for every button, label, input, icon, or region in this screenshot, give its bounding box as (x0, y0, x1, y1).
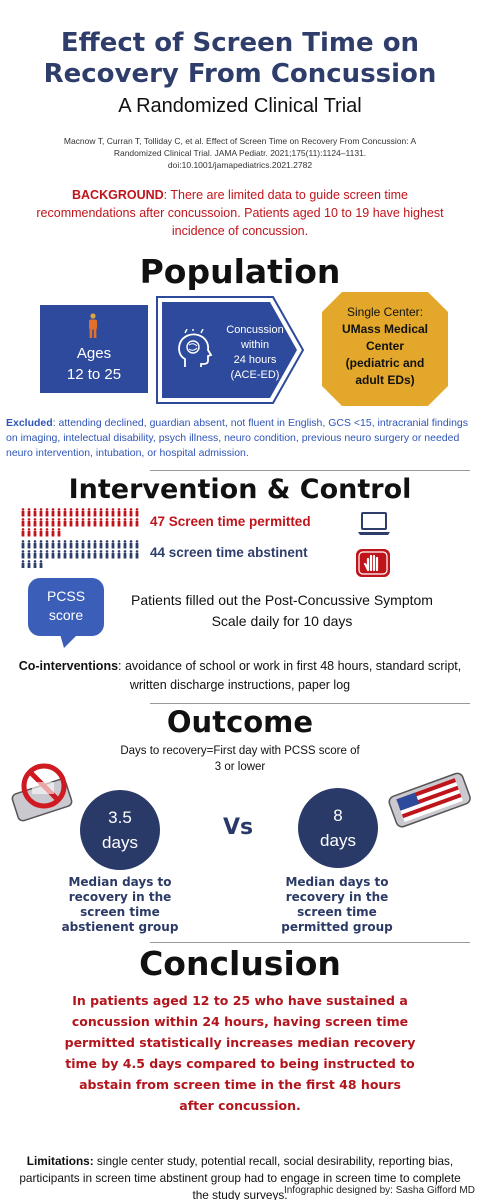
participant-figure (82, 518, 85, 526)
participant-figure (64, 518, 67, 526)
permitted-days-circle (298, 788, 378, 868)
pcss-line-1: PCSS (46, 588, 86, 604)
divider-2 (150, 703, 470, 704)
participant-figure (58, 550, 61, 558)
abstinent-caption: Median days to recovery in the screen time abstienent group (61, 875, 179, 934)
participant-figure (58, 528, 61, 536)
cointerventions-label: Co-interventions (18, 659, 119, 673)
participant-figure (58, 508, 61, 516)
participant-figure (118, 508, 121, 516)
participant-figure (52, 508, 55, 516)
participant-figure (106, 518, 109, 526)
center-colon: : (419, 305, 424, 319)
participant-figure (34, 528, 37, 536)
intervention-heading: Intervention & Control (68, 474, 412, 505)
divider-1 (150, 470, 470, 471)
participant-figure (46, 518, 49, 526)
participant-figure (130, 550, 133, 558)
concussion-text (215, 323, 295, 383)
permitted-unit: days (320, 831, 356, 850)
participant-figure (52, 550, 55, 558)
participant-figure (46, 528, 49, 536)
participant-figure (112, 508, 115, 516)
excluded-text: : attending declined, guardian absent, not fluent in English, GCS <15, intracranial findings on imaging, intelectual disability, psych illness, neuro condition, previous neuro surgery or needed neuro intervention, intubation, or hospital admission. (6, 417, 468, 459)
participant-figure (34, 540, 37, 548)
participant-figure (94, 508, 97, 516)
limitations-text: single center study, potential recall, social desirability, reporting bias, participants in screen time abstinent group had to engage in screen time to complete the study surveys. (19, 1154, 461, 1200)
abstinent-value: 3.5 (108, 808, 132, 827)
participant-figure (40, 540, 43, 548)
participant-figure (76, 508, 79, 516)
participant-figure (58, 540, 61, 548)
participant-figure (70, 540, 73, 548)
abstinent-count: 44 screen time abstinent (150, 545, 308, 560)
participant-figure (40, 518, 43, 526)
participant-figure (28, 550, 31, 558)
participant-figure (22, 540, 25, 548)
participant-figure (40, 560, 43, 568)
center-name-line-3: (pediatric and (345, 356, 425, 370)
permitted-caption: Median days to recovery in the screen time permitted group (281, 875, 393, 934)
participant-figure (64, 540, 67, 548)
participant-figure (94, 550, 97, 558)
phone-icon (385, 770, 475, 832)
cointerventions-text: : avoidance of school or work in first 48 hours, standard script, written discharge instructions, paper log (118, 659, 462, 692)
participant-figure (124, 518, 127, 526)
center-name-line-2: Center (365, 339, 404, 353)
participant-figure (40, 528, 43, 536)
participant-figure (100, 508, 103, 516)
conclusion-text: In patients aged 12 to 25 who have sustained a concussion within 24 hours, having screen time permitted statistically increases median recovery time by 4.5 days compared to being instructed to abstain from screen time in the first 48 hours after concussion. (64, 993, 416, 1113)
participant-figure (22, 508, 25, 516)
participant-figure (34, 560, 37, 568)
participant-figure (130, 508, 133, 516)
participant-figure (112, 518, 115, 526)
page-subtitle: A Randomized Clinical Trial (118, 95, 362, 117)
participant-figure (40, 550, 43, 558)
laptop-icon (357, 511, 391, 537)
participant-figure (100, 540, 103, 548)
participant-figure (76, 518, 79, 526)
permitted-count: 47 Screen time permitted (150, 514, 311, 529)
participant-figure (22, 518, 25, 526)
ages-text (40, 343, 148, 385)
ages-box (40, 305, 148, 393)
participant-figure (124, 540, 127, 548)
participant-figure (28, 540, 31, 548)
participant-figure (52, 540, 55, 548)
concussion-box (155, 295, 305, 405)
participant-figure (94, 540, 97, 548)
participant-figure (88, 540, 91, 548)
participant-figure (118, 518, 121, 526)
participant-figure (46, 508, 49, 516)
participant-figure (106, 550, 109, 558)
participant-figure (124, 550, 127, 558)
participant-figure (28, 508, 31, 516)
participant-figure (46, 550, 49, 558)
stop-hand-icon (355, 548, 391, 578)
participant-figure (22, 560, 25, 568)
participant-figure (106, 508, 109, 516)
conclusion-heading: Conclusion (139, 944, 341, 983)
participant-figure (82, 550, 85, 558)
population-heading: Population (139, 252, 341, 291)
participant-figure (100, 550, 103, 558)
abstinent-unit: days (102, 833, 138, 852)
participant-figure (70, 518, 73, 526)
participant-figure (130, 540, 133, 548)
participant-figure (136, 508, 139, 516)
person-icon (86, 313, 100, 339)
permitted-value: 8 (333, 806, 343, 825)
participant-figure (52, 518, 55, 526)
no-phone-icon (6, 762, 82, 822)
background-label: BACKGROUND (71, 188, 164, 202)
single-center-text (326, 304, 444, 389)
concussion-line-2: within (240, 339, 270, 351)
credit-line: Infographic designed by: Sasha Gifford MD (283, 1185, 475, 1196)
participant-figure (22, 528, 25, 536)
cointerventions-paragraph (10, 657, 470, 695)
participant-figure (34, 508, 37, 516)
participant-figure (76, 550, 79, 558)
participant-figure (88, 550, 91, 558)
participant-figure (88, 508, 91, 516)
participant-figure (70, 550, 73, 558)
single-center-box (320, 290, 450, 408)
pcss-score-bubble (28, 578, 104, 636)
background-paragraph (30, 186, 450, 240)
participant-figure (130, 518, 133, 526)
title-line-1: Effect of Screen Time on (60, 28, 420, 58)
participant-figure (40, 508, 43, 516)
outcome-heading: Outcome (166, 705, 314, 739)
participant-figure (28, 528, 31, 536)
participant-figure (28, 560, 31, 568)
title-line-2: Recovery From Concussion (43, 59, 437, 89)
divider-3 (150, 942, 470, 943)
concussion-line-1: Concussion (226, 324, 284, 336)
participant-figure (34, 550, 37, 558)
vs-label: Vs (222, 815, 254, 840)
ages-line-1: Ages (76, 345, 112, 362)
center-label: Single Center (346, 305, 420, 319)
participant-figure (58, 518, 61, 526)
participant-figure (124, 508, 127, 516)
participant-figure (22, 550, 25, 558)
limitations-label: Limitations: (26, 1154, 94, 1168)
center-name-line-4: adult EDs) (355, 373, 415, 387)
participant-figure (82, 540, 85, 548)
participant-figure (136, 550, 139, 558)
participant-figure (136, 518, 139, 526)
participant-figure (82, 508, 85, 516)
center-name-line-1: UMass Medical (341, 322, 429, 336)
concussion-line-3: 24 hours (233, 354, 277, 366)
participant-figure (136, 540, 139, 548)
pcss-description: Patients filled out the Post-Concussive Symptom Scale daily for 10 days (131, 592, 433, 629)
abstinent-days-circle (80, 790, 160, 870)
participant-figure (28, 518, 31, 526)
participant-figure (94, 518, 97, 526)
participant-figure (64, 508, 67, 516)
outcome-definition: Days to recovery=First day with PCSS score of 3 or lower (120, 745, 360, 773)
page-title (0, 28, 480, 90)
participant-figure (70, 508, 73, 516)
participant-figure (118, 550, 121, 558)
ages-line-2: 12 to 25 (66, 366, 122, 383)
concussion-line-4: (ACE-ED) (230, 369, 280, 381)
participant-figure (64, 550, 67, 558)
excluded-paragraph (6, 416, 474, 461)
participant-figure (88, 518, 91, 526)
participant-figure (46, 540, 49, 548)
pcss-line-2: score (48, 607, 84, 623)
participant-figure (112, 540, 115, 548)
participant-figure (34, 518, 37, 526)
background-text: : There are limited data to guide screen time recommendations after concussoion. Patients aged 10 to 19 have highest incidence of concussion. (36, 188, 444, 238)
participant-figure (106, 540, 109, 548)
participant-figure (76, 540, 79, 548)
participant-figure (100, 518, 103, 526)
participants-icon-array (20, 508, 140, 568)
citation: Macnow T, Curran T, Tolliday C, et al. Effect of Screen Time on Recovery From Concussion: A Randomized Clinical Trial. JAMA Pediatr. 2021;175(11):1124–1131. doi:10.1001/jamapediatrics.2021.2782 (63, 136, 417, 170)
participant-figure (52, 528, 55, 536)
participant-figure (112, 550, 115, 558)
participant-figure (118, 540, 121, 548)
speech-bubble-tail (60, 634, 78, 648)
excluded-label: Excluded (6, 417, 53, 429)
head-brain-icon (173, 329, 217, 373)
